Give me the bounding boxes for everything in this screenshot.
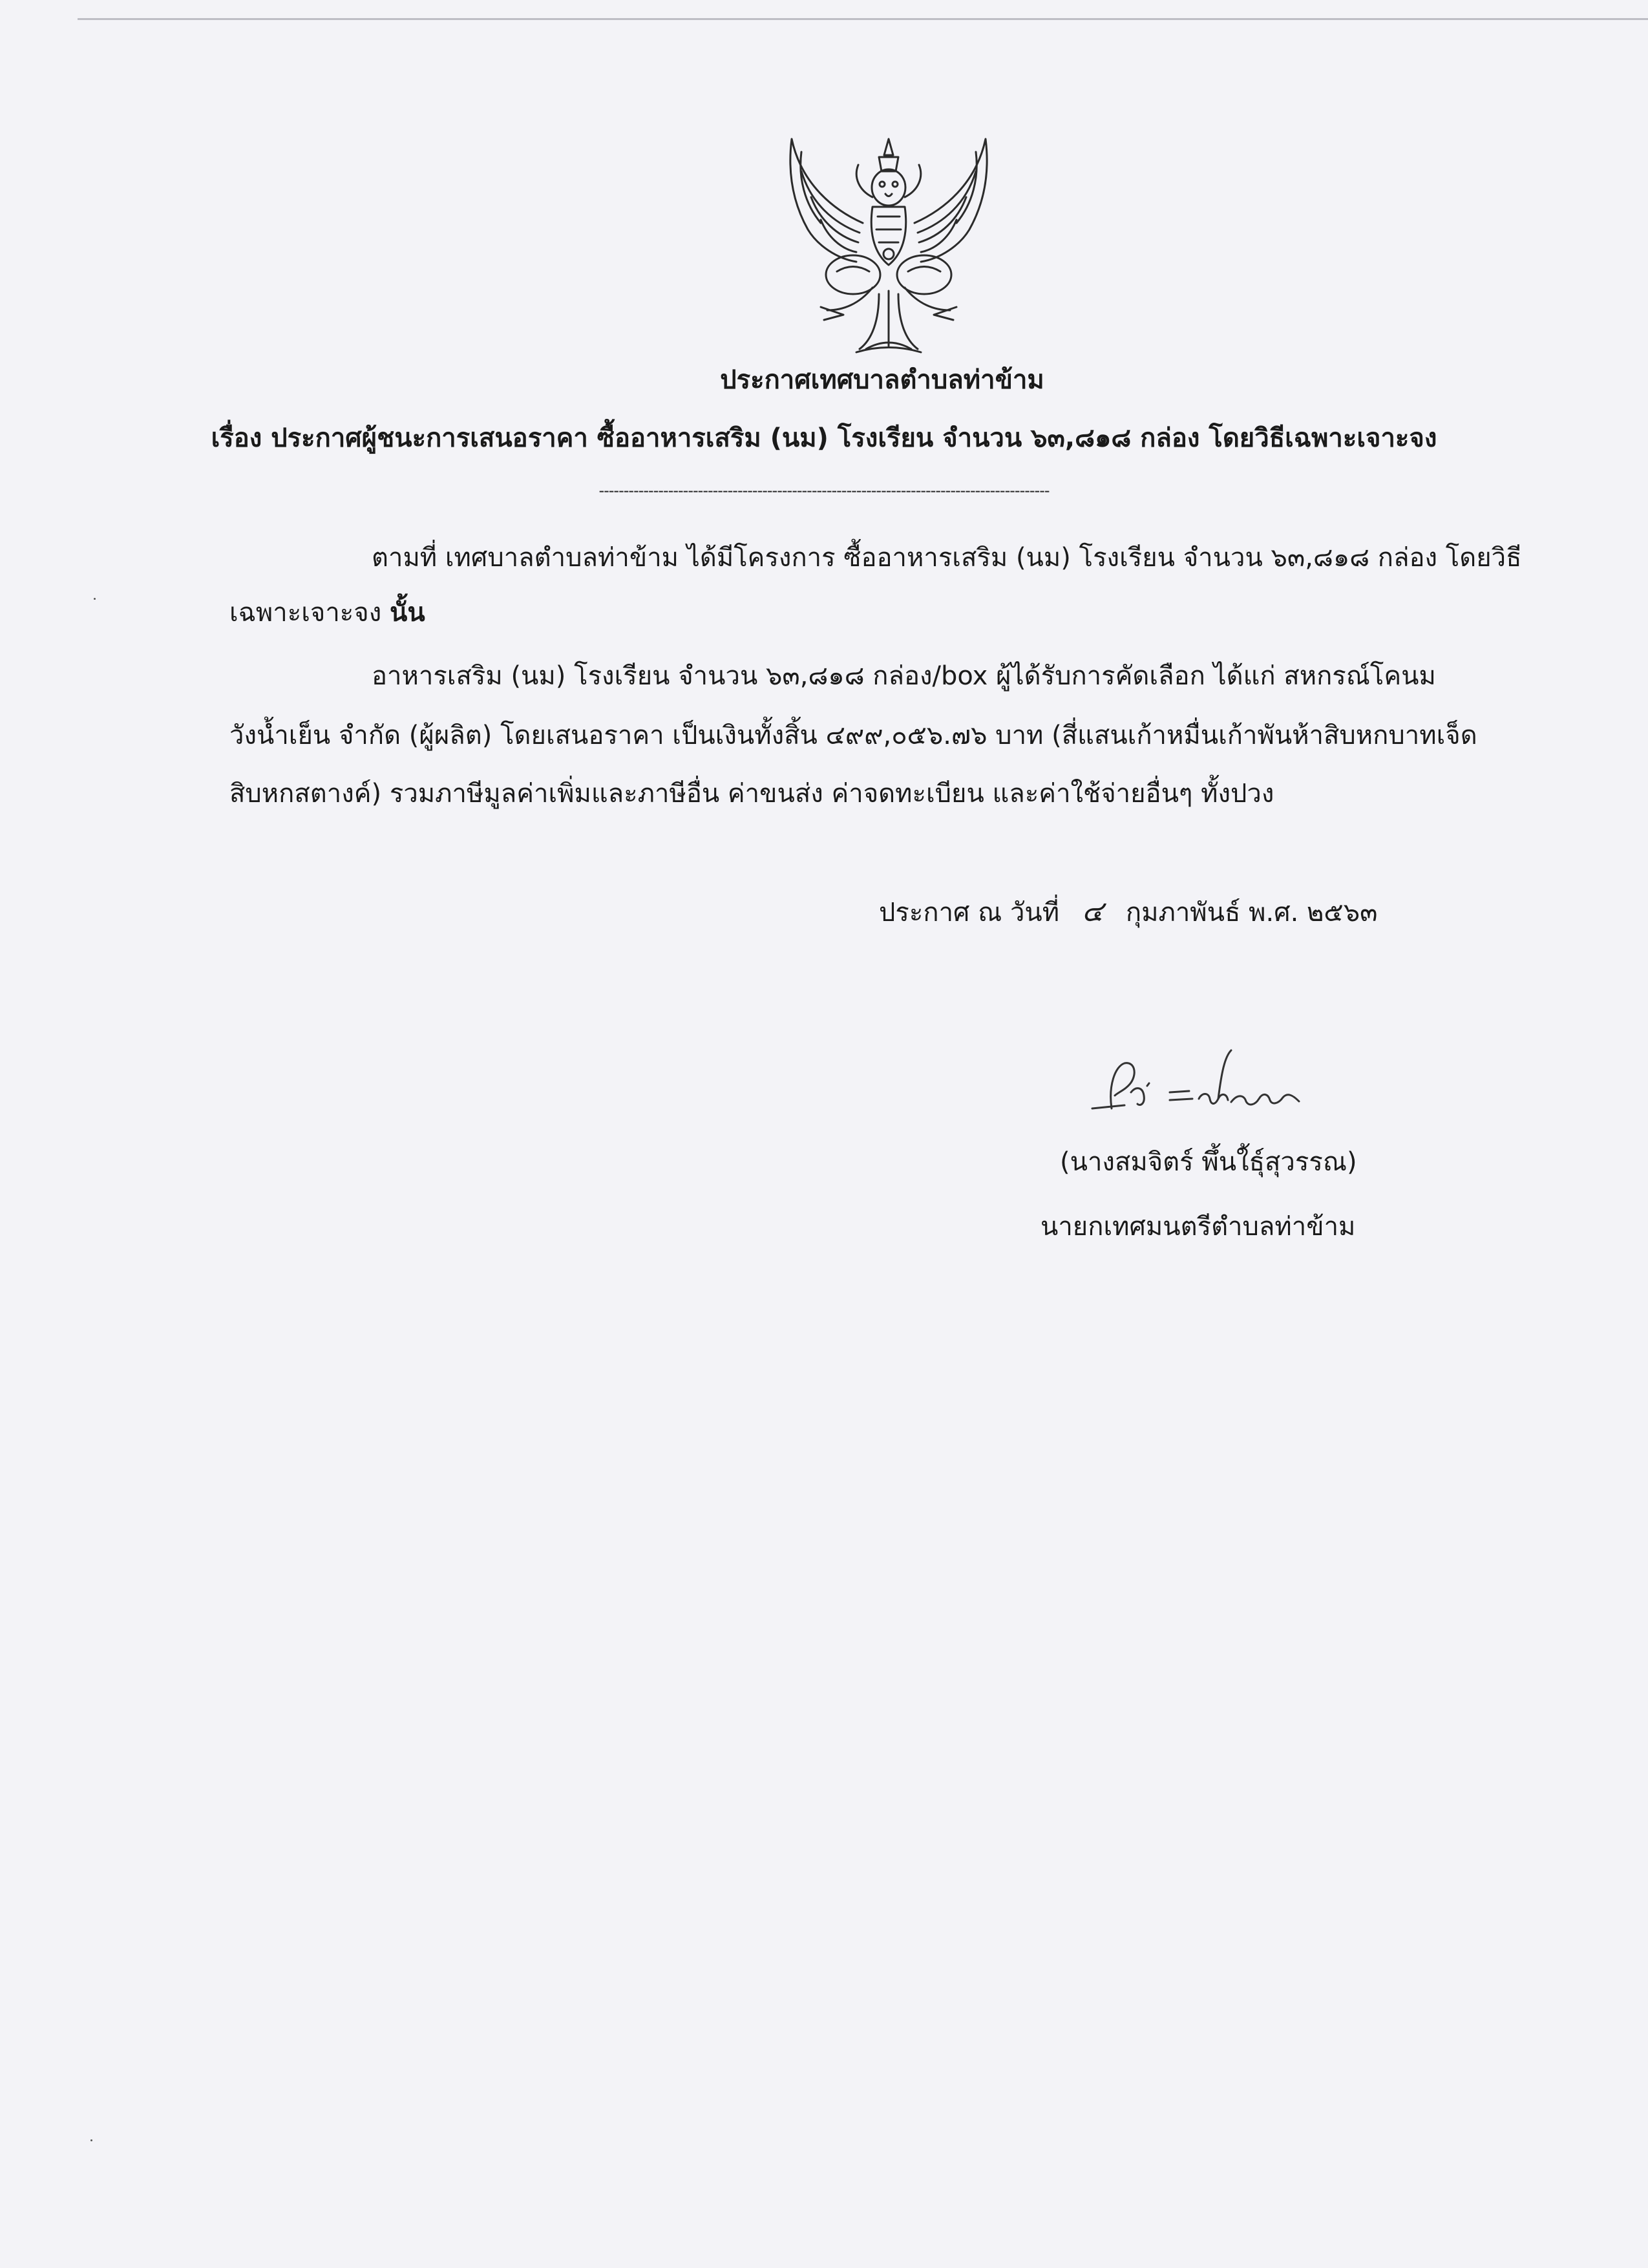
section-divider: -------------------------------------------------------------------------------------------	[598, 482, 1050, 500]
date-day: ๔	[1081, 895, 1104, 928]
handwritten-signature-icon	[1086, 1047, 1357, 1125]
announcement-header: ประกาศเทศบาลตำบลท่าข้าม	[720, 365, 1044, 395]
paragraph-1-line-1: ตามที่ เทศบาลตำบลท่าข้าม ได้มีโครงการ ซื้ออาหารเสริม (นม) โรงเรียน จำนวน ๖๓,๘๑๘ กล่อง โดยวิธี	[372, 543, 1522, 573]
paragraph-2-line-1: อาหารเสริม (นม) โรงเรียน จำนวน ๖๓,๘๑๘ กล่อง/box ผู้ได้รับการคัดเลือก ได้แก่ สหกรณ์โคนม	[372, 661, 1436, 691]
paper-speck	[94, 598, 96, 600]
date-prefix: ประกาศ ณ วันที่	[879, 898, 1060, 927]
paragraph-1-line-2-text: เฉพาะเจาะจง	[229, 598, 390, 628]
signer-title: นายกเทศมนตรีตำบลท่าข้าม	[1041, 1212, 1356, 1242]
page-top-edge	[78, 18, 1648, 20]
date-month-year: กุมภาพันธ์ พ.ศ. ๒๕๖๓	[1125, 898, 1378, 927]
garuda-emblem-icon	[782, 126, 995, 355]
paper-speck	[90, 2139, 92, 2141]
paragraph-2-line-3: สิบหกสตางค์) รวมภาษีมูลค่าเพิ่มและภาษีอื่น ค่าขนส่ง ค่าจดทะเบียน และค่าใช้จ่ายอื่นๆ ทั้งปวง	[229, 779, 1274, 809]
announcement-date	[879, 889, 1377, 934]
paragraph-2-line-2: วังน้ำเย็น จำกัด (ผู้ผลิต) โดยเสนอราคา เป็นเงินทั้งสิ้น ๔๙๙,๐๕๖.๗๖ บาท (สี่แสนเก้าหมื่นเก้าพันห้าสิบหกบาทเจ็ด	[229, 721, 1477, 750]
announcement-subject: เรื่อง ประกาศผู้ชนะการเสนอราคา ซื้ออาหารเสริม (นม) โรงเรียน จำนวน ๖๓,๘๑๘ กล่อง โดยวิธีเฉพาะเจาะจง	[211, 423, 1437, 453]
paragraph-1-line-2	[229, 591, 425, 633]
signer-name: (นางสมจิตร์ พึ้นใ้ธุ์สุวรรณ)	[1060, 1147, 1357, 1177]
paragraph-1-line-2-bold: นั้น	[389, 598, 425, 628]
